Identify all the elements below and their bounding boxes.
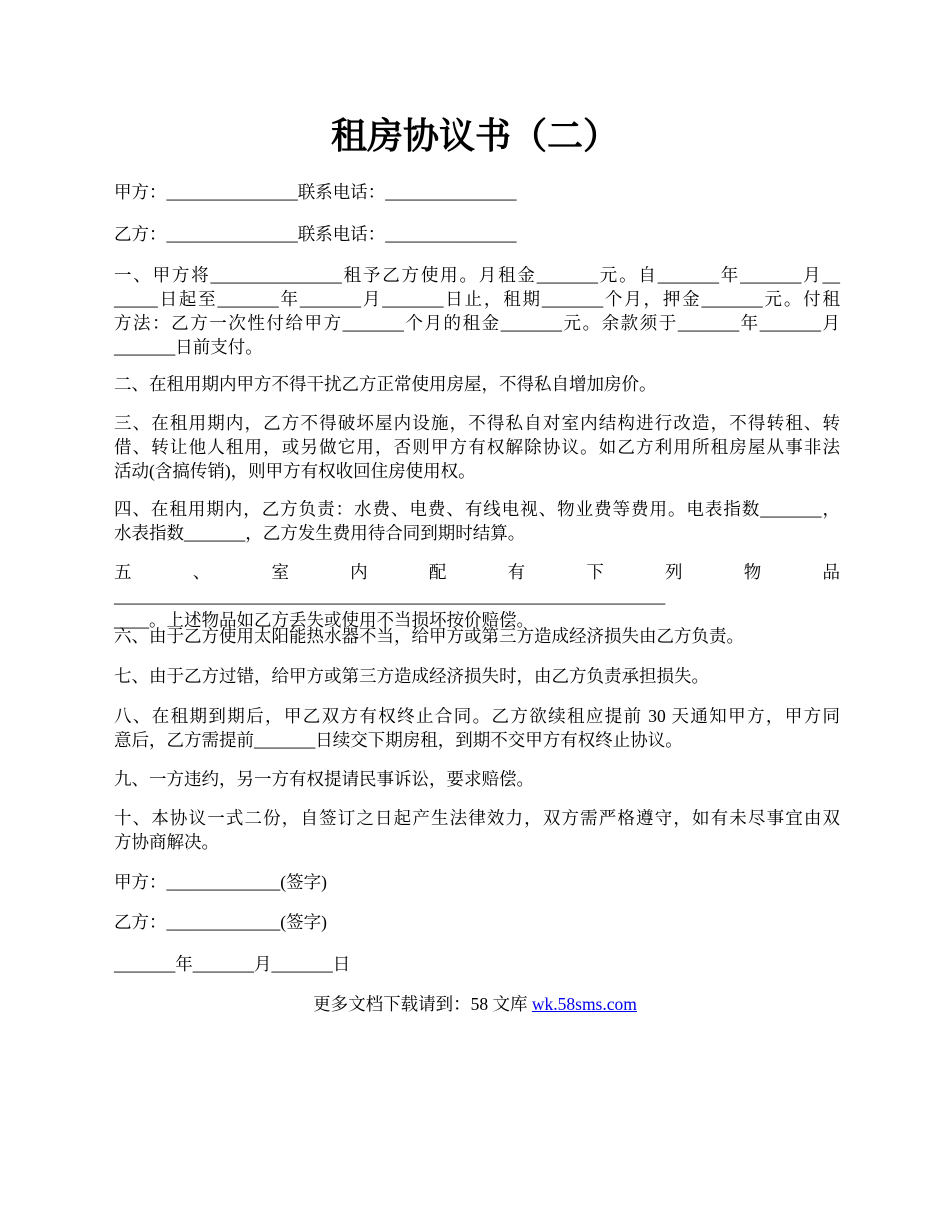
clause-1-line-1: 一、甲方将_______________租予乙方使用。月租金_______元。自_______年_______月__: [114, 265, 840, 285]
clause-4: [114, 497, 840, 545]
clause-10-line-1: 十、本协议一式二份，自签订之日起产生法律效力，双方需严格遵守，如有未尽事宜由双: [114, 808, 840, 828]
clause-1-line-2: _____日起至_______年_______月_______日止，租期_______个月，押金_______元。付租: [114, 289, 840, 309]
clause-8-line-1: 八、在租期到期后，甲乙双方有权终止合同。乙方欲续租应提前 30 天通知甲方，甲方同: [114, 706, 840, 726]
clause-1-line-4: _______日前支付。: [114, 337, 263, 357]
party-a-contact-line: 甲方：_______________联系电话：_______________: [114, 182, 517, 202]
footer-text: 更多文档下载请到：58 文库: [313, 994, 532, 1014]
clause-9: [114, 767, 840, 791]
clause-5: [114, 560, 840, 632]
clause-1: [114, 263, 840, 359]
clause-3: [114, 411, 840, 483]
clause-2-line-1: 二、在租用期内甲方不得干扰乙方正常使用房屋，不得私自增加房价。: [114, 374, 657, 394]
clause-10: [114, 806, 840, 854]
clause-7: [114, 664, 840, 688]
clause-5-line-1: 五、室内配有下列物品_______________________________________________________________: [114, 562, 840, 606]
footer-link[interactable]: wk.58sms.com: [531, 994, 637, 1014]
clause-3-line-2: 借、转让他人租用，或另做它用，否则甲方有权解除协议。如乙方利用所租房屋从事非法: [114, 437, 840, 457]
party-a-signature-line: 甲方：_____________(签字): [114, 872, 327, 892]
signing-date-line: _______年_______月_______日: [114, 954, 351, 974]
document-title: 租房协议书（二）: [330, 116, 619, 156]
clause-10-line-2: 方协商解决。: [114, 832, 219, 852]
clause-7-line-1: 七、由于乙方过错，给甲方或第三方造成经济损失时，由乙方负责承担损失。: [114, 666, 709, 686]
clause-4-line-2: 水表指数_______，乙方发生费用待合同到期时结算。: [114, 523, 526, 543]
download-footer: [0, 992, 950, 1016]
party-b-signature-line: 乙方：_____________(签字): [114, 912, 327, 932]
clause-3-line-1: 三、在租用期内，乙方不得破坏屋内设施，不得私自对室内结构进行改造，不得转租、转: [114, 413, 840, 433]
clause-6: [114, 624, 840, 648]
clause-6-line-1: 六、由于乙方使用太阳能热水器不当，给甲方或第三方造成经济损失由乙方负责。: [114, 626, 744, 646]
party-b-contact-line: 乙方：_______________联系电话：_______________: [114, 224, 517, 244]
clause-2: [114, 372, 840, 396]
clause-8-line-2: 意后，乙方需提前_______日续交下期房租，到期不交甲方有权终止协议。: [114, 730, 683, 750]
clause-9-line-1: 九、一方违约，另一方有权提请民事诉讼，要求赔偿。: [114, 769, 534, 789]
clause-4-line-1: 四、在租用期内，乙方负责：水费、电费、有线电视、物业费等费用。电表指数_______，: [114, 499, 840, 519]
clause-1-line-3: 方法：乙方一次性付给甲方_______个月的租金_______元。余款须于_______年_______月: [114, 313, 840, 333]
clause-3-line-3: 活动(含搞传销)，则甲方有权收回住房使用权。: [114, 461, 476, 481]
clause-8: [114, 704, 840, 752]
clause-5-line-2: ____。上述物品如乙方丢失或使用不当损坏按价赔偿。: [114, 610, 534, 630]
